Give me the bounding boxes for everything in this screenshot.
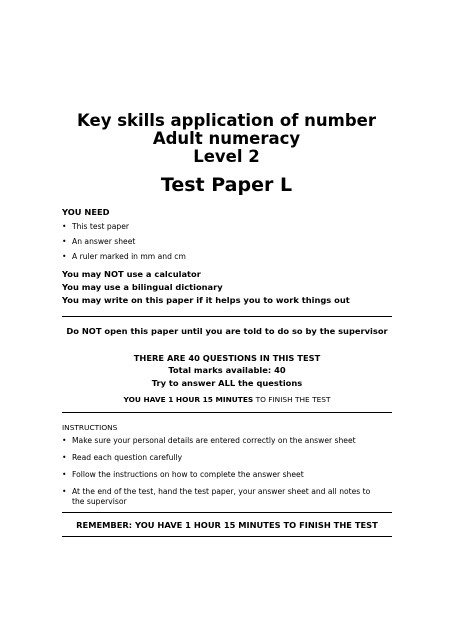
- title-line-3: Level 2: [193, 147, 260, 166]
- you-need-list: [62, 222, 392, 262]
- you-need-section: [62, 207, 392, 262]
- instructions-list: [62, 436, 392, 507]
- divider: [62, 536, 392, 537]
- list-item: • This test paper: [62, 222, 392, 232]
- rule-line-3: You may write on this paper if it helps you to work things out: [62, 295, 350, 305]
- test-info: [62, 352, 392, 406]
- total-marks: Total marks available: 40: [168, 365, 286, 375]
- rule-line-2: You may use a bilingual dictionary: [62, 282, 223, 292]
- answer-all: Try to answer ALL the questions: [151, 378, 303, 388]
- list-item: • Make sure your personal details are entered correctly on the answer sheet: [62, 436, 392, 446]
- rule-line-1: You may NOT use a calculator: [62, 269, 201, 279]
- instructions-section: [62, 423, 392, 507]
- question-count: THERE ARE 40 QUESTIONS IN THIS TEST: [133, 353, 321, 363]
- time-allowed: YOU HAVE 1 HOUR 15 MINUTES: [123, 395, 254, 404]
- notice-text: Do NOT open this paper until you are told to do so by the supervisor: [66, 326, 388, 336]
- list-item: • A ruler marked in mm and cm: [62, 252, 392, 262]
- instructions-heading: INSTRUCTIONS: [62, 423, 118, 432]
- time-line: [62, 390, 392, 406]
- divider: [62, 512, 392, 513]
- list-item: • At the end of the test, hand the test paper, your answer sheet and all notes to the supervisor: [62, 487, 372, 507]
- you-need-heading: YOU NEED: [62, 207, 110, 217]
- divider: [62, 316, 392, 317]
- rules-section: [62, 268, 392, 307]
- list-item: • An answer sheet: [62, 237, 392, 247]
- divider: [62, 412, 392, 413]
- paper-title: Test Paper L: [160, 174, 293, 196]
- list-item: • Follow the instructions on how to complete the answer sheet: [62, 470, 392, 480]
- title-block: [0, 112, 453, 166]
- list-item: • Read each question carefully: [62, 453, 392, 463]
- time-suffix: TO FINISH THE TEST: [253, 395, 331, 404]
- title-line-1: Key skills application of number: [77, 111, 376, 130]
- reminder-text: REMEMBER: YOU HAVE 1 HOUR 15 MINUTES TO FINISH THE TEST: [76, 520, 378, 530]
- title-line-2: Adult numeracy: [152, 129, 301, 148]
